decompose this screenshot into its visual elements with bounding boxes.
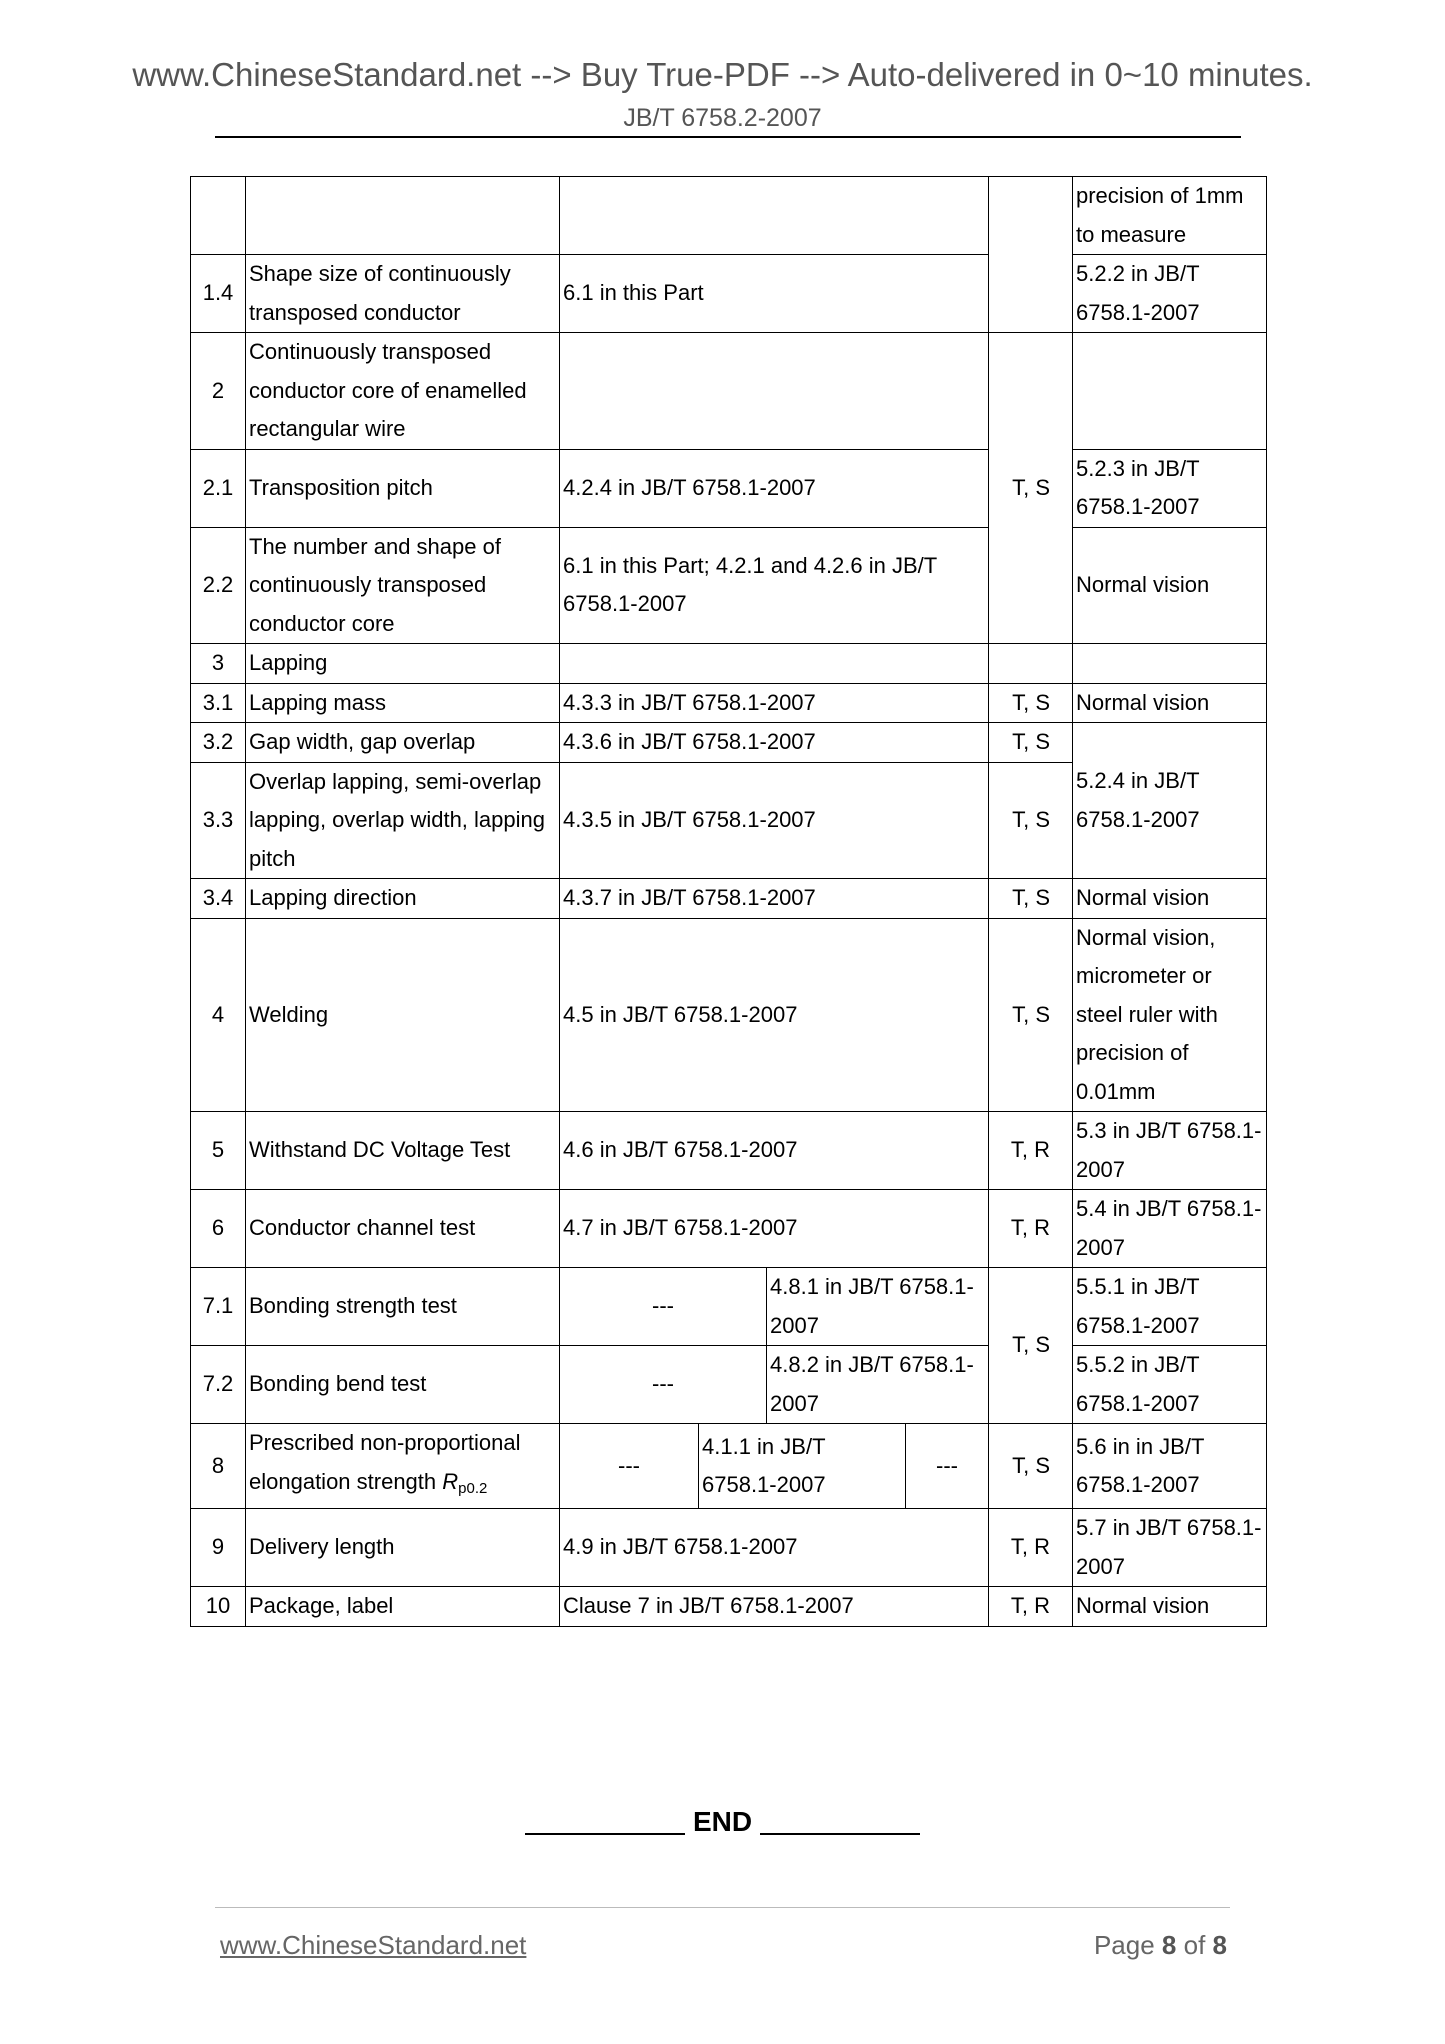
cell-item: Lapping mass [246,683,560,723]
page-of: of [1183,1930,1206,1960]
cell-no: 3.4 [191,879,246,919]
cell-no [191,177,246,255]
cell-method: Normal vision [1073,1587,1267,1627]
cell-item: Overlap lapping, semi-overlap lapping, overlap width, lapping pitch [246,762,560,879]
top-banner: www.ChineseStandard.net --> Buy True-PDF --> Auto-delivered in 0~10 minutes. [132,56,1313,93]
table-row [191,879,1267,919]
table-row [191,1424,1267,1509]
table-row [191,1112,1267,1190]
cell-type: T, S [989,333,1073,644]
table-row [191,449,1267,527]
cell-requirement: 6.1 in this Part; 4.2.1 and 4.2.6 in JB/T 6758.1-2007 [560,527,989,644]
cell-type: T, S [989,918,1073,1112]
footer-rule [215,1907,1230,1908]
end-label: END [692,1806,753,1837]
item-text: Prescribed non-proportional elongation strength [249,1430,521,1494]
cell-type: T, R [989,1509,1073,1587]
table-row [191,1509,1267,1587]
cell-requirement [560,333,989,450]
cell-type: T, R [989,1587,1073,1627]
cell-item: Gap width, gap overlap [246,723,560,763]
table-row [191,527,1267,644]
cell-item: Lapping direction [246,879,560,919]
end-marker [0,1808,1445,1836]
cell-type: T, S [989,762,1073,879]
cell-type: T, S [989,683,1073,723]
cell-requirement: 4.3.6 in JB/T 6758.1-2007 [560,723,989,763]
page-word: Page [1093,1930,1155,1960]
cell-type [989,177,1073,333]
cell-no: 4 [191,918,246,1112]
end-rule-right [760,1833,920,1835]
cell-requirement: 6.1 in this Part [560,255,989,333]
page-total: 8 [1212,1930,1227,1960]
cell-no: 9 [191,1509,246,1587]
cell-requirement: --- [560,1424,699,1509]
cell-method: 5.4 in JB/T 6758.1-2007 [1073,1190,1267,1268]
cell-item: Shape size of continuously transposed conductor [246,255,560,333]
cell-item: Continuously transposed conductor core of enamelled rectangular wire [246,333,560,450]
cell-requirement: --- [560,1268,767,1346]
cell-item [246,177,560,255]
cell-method [1073,644,1267,684]
cell-item: Conductor channel test [246,1190,560,1268]
table-row [191,918,1267,1112]
cell-method: 5.6 in in JB/T 6758.1-2007 [1073,1424,1267,1509]
table-row [191,683,1267,723]
cell-requirement: 4.6 in JB/T 6758.1-2007 [560,1112,989,1190]
header-rule [215,136,1241,138]
cell-requirement: 4.7 in JB/T 6758.1-2007 [560,1190,989,1268]
table-row [191,644,1267,684]
cell-no: 3 [191,644,246,684]
end-rule-left [525,1833,685,1835]
cell-item: Welding [246,918,560,1112]
cell-no: 2 [191,333,246,450]
cell-method: Normal vision, micrometer or steel ruler with precision of 0.01mm [1073,918,1267,1112]
page-current: 8 [1161,1930,1177,1960]
cell-requirement: Clause 7 in JB/T 6758.1-2007 [560,1587,989,1627]
cell-method: Normal vision [1073,879,1267,919]
cell-no: 7.2 [191,1346,246,1424]
cell-method: 5.2.3 in JB/T 6758.1-2007 [1073,449,1267,527]
cell-no: 5 [191,1112,246,1190]
table-row [191,1346,1267,1424]
cell-no: 6 [191,1190,246,1268]
cell-method: Normal vision [1073,683,1267,723]
cell-requirement-clause: 4.8.2 in JB/T 6758.1-2007 [767,1346,989,1424]
cell-type: T, S [989,1424,1073,1509]
cell-no: 3.1 [191,683,246,723]
cell-requirement: 4.5 in JB/T 6758.1-2007 [560,918,989,1112]
page-indicator [1094,1932,1227,1958]
cell-no: 1.4 [191,255,246,333]
cell-method: Normal vision [1073,527,1267,644]
cell-type: T, S [989,1268,1073,1424]
cell-no: 8 [191,1424,246,1509]
symbol-subscript: p0.2 [458,1479,488,1497]
cell-type: T, S [989,879,1073,919]
cell-item: Delivery length [246,1509,560,1587]
table-row [191,333,1267,450]
cell-item: Package, label [246,1587,560,1627]
inspection-table [190,176,1267,1627]
cell-item: Withstand DC Voltage Test [246,1112,560,1190]
cell-requirement: --- [560,1346,767,1424]
cell-requirement: 4.3.3 in JB/T 6758.1-2007 [560,683,989,723]
symbol: R [442,1468,459,1494]
cell-no: 2.1 [191,449,246,527]
cell-type: T, R [989,1190,1073,1268]
cell-requirement [560,644,989,684]
cell-item: Bonding bend test [246,1346,560,1424]
table-row [191,1190,1267,1268]
cell-type: T, S [989,723,1073,763]
table-row [191,1268,1267,1346]
cell-requirement: 4.3.5 in JB/T 6758.1-2007 [560,762,989,879]
cell-type: T, R [989,1112,1073,1190]
cell-requirement [560,177,989,255]
cell-item: The number and shape of continuously transposed conductor core [246,527,560,644]
cell-no: 10 [191,1587,246,1627]
cell-method: 5.7 in JB/T 6758.1-2007 [1073,1509,1267,1587]
table-row [191,177,1267,255]
document-code: JB/T 6758.2-2007 [623,104,822,132]
table-row [191,723,1267,763]
cell-requirement: 4.3.7 in JB/T 6758.1-2007 [560,879,989,919]
cell-method: precision of 1mm to measure [1073,177,1267,255]
cell-type [989,644,1073,684]
cell-requirement: 4.9 in JB/T 6758.1-2007 [560,1509,989,1587]
cell-requirement: 4.2.4 in JB/T 6758.1-2007 [560,449,989,527]
cell-requirement-clause: 4.1.1 in JB/T 6758.1-2007 [699,1424,906,1509]
table-row [191,1587,1267,1627]
cell-method: 5.2.4 in JB/T 6758.1-2007 [1073,723,1267,879]
cell-method: 5.5.2 in JB/T 6758.1-2007 [1073,1346,1267,1424]
cell-requirement-extra: --- [906,1424,989,1509]
cell-no: 3.2 [191,723,246,763]
footer-site-link[interactable]: www.ChineseStandard.net [220,1930,527,1960]
cell-item: Transposition pitch [246,449,560,527]
cell-item: Bonding strength test [246,1268,560,1346]
cell-no: 3.3 [191,762,246,879]
cell-method: 5.3 in JB/T 6758.1-2007 [1073,1112,1267,1190]
cell-item [246,1424,560,1509]
cell-requirement-clause: 4.8.1 in JB/T 6758.1-2007 [767,1268,989,1346]
cell-item: Lapping [246,644,560,684]
cell-method: 5.5.1 in JB/T 6758.1-2007 [1073,1268,1267,1346]
cell-no: 2.2 [191,527,246,644]
cell-method [1073,333,1267,450]
cell-method: 5.2.2 in JB/T 6758.1-2007 [1073,255,1267,333]
cell-no: 7.1 [191,1268,246,1346]
table-row [191,255,1267,333]
